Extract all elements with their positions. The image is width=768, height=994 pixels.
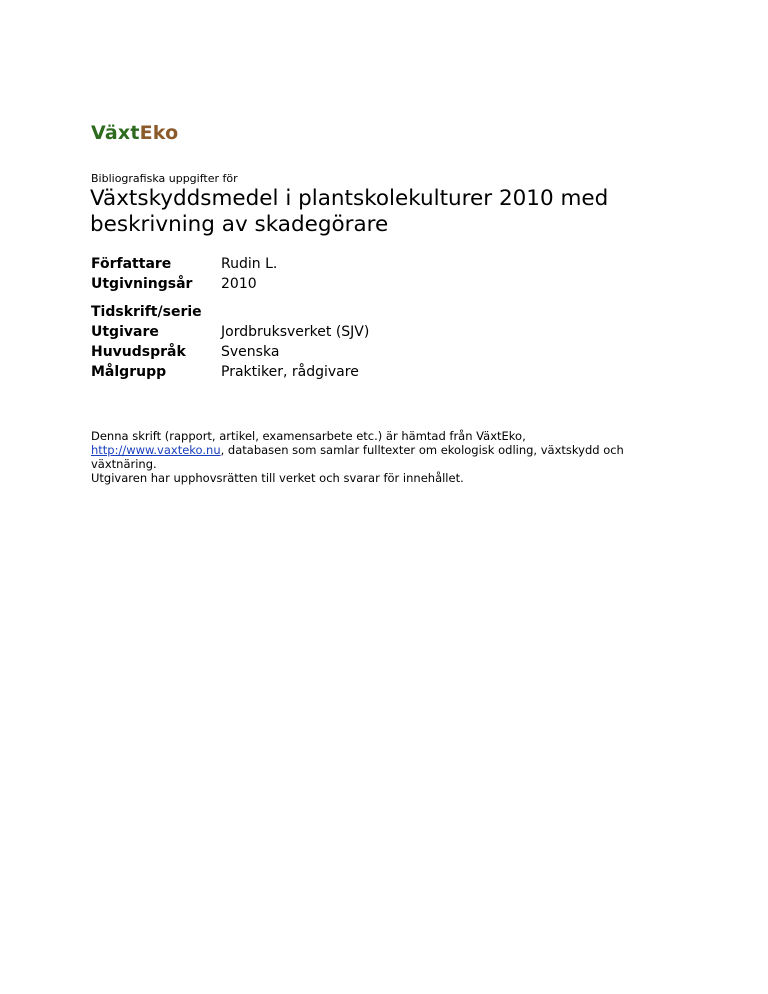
vaxteko-link[interactable]: http://www.vaxteko.nu xyxy=(91,443,221,457)
metadata-row-language xyxy=(91,342,369,362)
copyright-note: Utgivaren har upphovsrätten till verket och svarar för innehållet. xyxy=(91,471,464,485)
metadata-table-secondary xyxy=(91,302,369,382)
metadata-value xyxy=(221,302,369,322)
source-note-line1: Denna skrift (rapport, artikel, examensarbete etc.) är hämtad från VäxtEko, xyxy=(91,429,526,443)
logo-part-eko: Eko xyxy=(139,122,179,144)
source-note-line2: , databasen som samlar fulltexter om ekologisk odling, växtskydd och växtnäring. xyxy=(91,443,624,471)
metadata-row-publisher xyxy=(91,322,369,342)
metadata-table-primary xyxy=(91,254,277,294)
metadata-row-series xyxy=(91,302,369,322)
metadata-key: Författare xyxy=(91,256,172,272)
metadata-row-author xyxy=(91,254,277,274)
metadata-value: Praktiker, rådgivare xyxy=(221,364,359,380)
metadata-key: Målgrupp xyxy=(91,364,167,380)
page-title: Växtskyddsmedel i plantskolekulturer 2010 med beskrivning av skadegörare xyxy=(90,186,609,237)
metadata-key: Huvudspråk xyxy=(91,344,186,360)
metadata-value: Svenska xyxy=(221,344,280,360)
metadata-key: Tidskrift/serie xyxy=(91,304,202,320)
metadata-row-year xyxy=(91,274,277,294)
source-note xyxy=(91,429,671,485)
metadata-row-audience xyxy=(91,362,369,382)
metadata-value: 2010 xyxy=(221,276,257,292)
metadata-key: Utgivare xyxy=(91,324,159,340)
vaxteko-logo xyxy=(91,121,178,145)
metadata-key: Utgivningsår xyxy=(91,276,193,292)
logo-part-vaxt: Växt xyxy=(91,122,140,144)
page-subtitle: Bibliografiska uppgifter för xyxy=(91,172,238,185)
metadata-value: Rudin L. xyxy=(221,256,278,272)
metadata-value: Jordbruksverket (SJV) xyxy=(221,324,370,340)
